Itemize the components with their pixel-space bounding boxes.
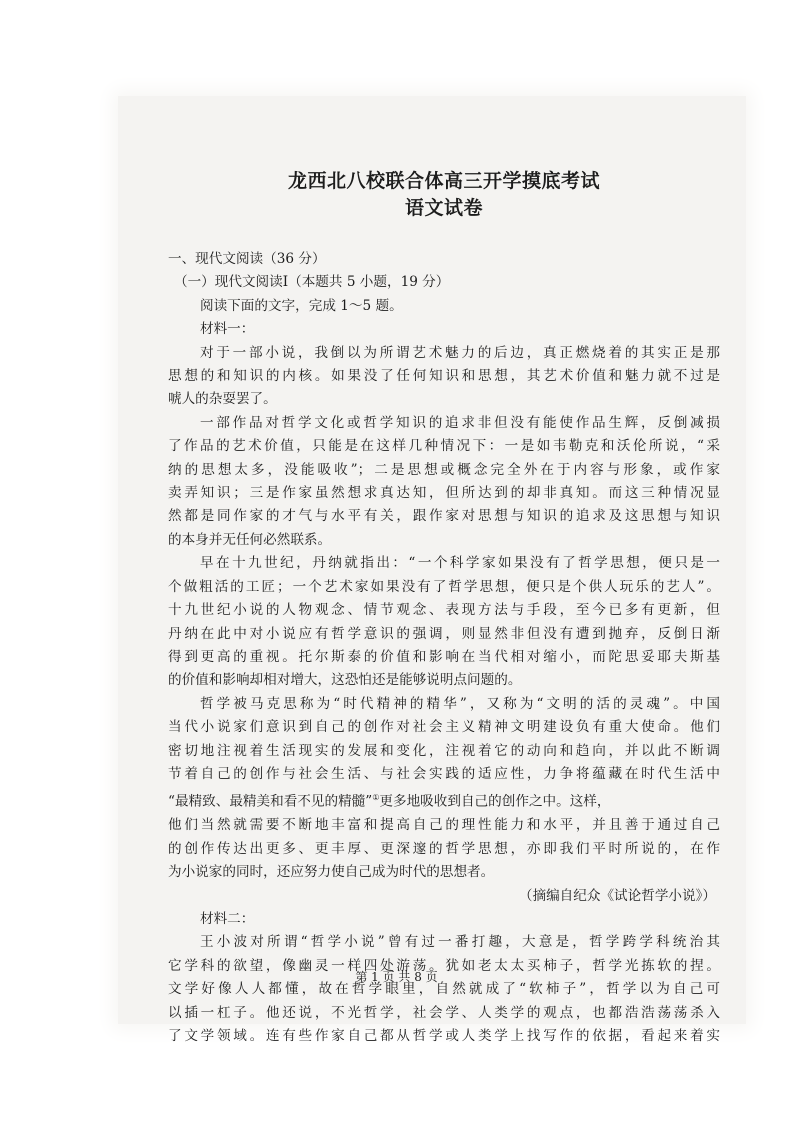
text-line-with-footnote	[168, 786, 720, 814]
quote-continuation: 更多地吸收到自己的创作之中。这样，	[379, 793, 611, 810]
text-line: 它学科的欲望，像幽灵一样四处游荡。犹如老太太买柿子，哲学光拣软的捏。	[168, 957, 720, 974]
text-line: 他们当然就需要不断地丰富和提高自己的理性能力和水平，并且善于通过自己	[168, 817, 720, 834]
exam-subtitle: 语文试卷	[404, 197, 483, 219]
text-line: 卖弄知识；三是作家虽然想求真达知，但所达到的却非真知。而这三种情况显	[168, 485, 720, 502]
text-line: 节着自己的创作与社会生活、与社会实践的适应性，力争将蕴藏在时代生活中	[168, 765, 720, 782]
exam-content	[168, 168, 720, 1048]
source-citation: （摘编自纪众《试论哲学小说》）	[518, 887, 716, 904]
text-line: 一部作品对哲学文化或哲学知识的追求非但没有能使作品生辉，反倒减损	[200, 414, 720, 431]
text-line: 王小波对所谓“哲学小说”曾有过一番打趣，大意是，哲学跨学科统治其	[200, 934, 720, 951]
text-line: 早在十九世纪，丹纳就指出：“一个科学家如果没有了哲学思想，便只是一	[200, 555, 720, 572]
text-line: 当代小说家们意识到自己的创作对社会主义精神文明建设负有重大使命。他们	[168, 719, 720, 736]
text-line: 了作品的艺术价值，只能是在这样几种情况下：一是如韦勒克和沃伦所说，“采	[168, 438, 720, 455]
footnote-mark: ①	[372, 793, 380, 803]
text-line: 十九世纪小说的人物观念、情节观念、表现方法与手段，至今已多有更新，但	[168, 602, 720, 619]
text-line: 唬人的杂耍罢了。	[168, 391, 277, 408]
text-line: 得到更高的重视。托尔斯泰的价值和影响在当代相对缩小，而陀思妥耶夫斯基	[168, 648, 720, 665]
text-line: 为小说家的同时，还应努力使自己成为时代的思想者。	[168, 864, 495, 881]
text-line: 个做粗活的工匠；一个艺术家如果没有了哲学思想，便只是个供人玩乐的艺人”。	[168, 578, 720, 595]
subsection-heading: （一）现代文阅读Ⅰ（本题共 5 小题，19 分）	[174, 274, 450, 291]
section-heading: 一、现代文阅读（36 分）	[168, 251, 326, 267]
material-two-label: 材料二：	[200, 910, 255, 927]
text-line: 纳的思想太多，没能吸收”；二是思想或概念完全外在于内容与形象，或作家	[168, 461, 720, 478]
text-line: 密切地注视着生活现实的发展和变化，注视着它的动向和趋向，并以此不断调	[168, 742, 720, 759]
quote-text: “最精致、最精美和看不见的精髓”	[168, 793, 373, 810]
text-line: 丹纳在此中对小说应有哲学意识的强调，则显然非但没有遭到抛弃，反倒日渐	[168, 625, 720, 642]
text-line: 了文学领域。连有些作家自己都从哲学或人类学上找写作的依据，看起来着实	[168, 1027, 720, 1044]
text-line: 文学好像人人都懂，故在哲学眼里，自然就成了“软柿子”，哲学以为自己可	[168, 981, 720, 998]
text-line: 哲学被马克思称为“时代精神的精华”，又称为“文明的活的灵魂”。中国	[200, 695, 720, 712]
exam-title: 龙西北八校联合体高三开学摸底考试	[287, 170, 600, 192]
text-line: 然都是同作家的才气与水平有关，跟作家对思想与知识的追求及这思想与知识	[168, 508, 720, 525]
text-line: 的创作传达出更多、更丰厚、更深邃的哲学思想，亦即我们平时所说的，在作	[168, 840, 720, 857]
text-line: 对于一部小说，我倒以为所谓艺术魅力的后边，真正燃烧着的其实正是那	[200, 344, 720, 361]
page-footer: 第 1 页 共 8 页	[355, 970, 438, 984]
reading-instruction: 阅读下面的文字，完成 1～5 题。	[200, 297, 403, 314]
text-line: 思想的和知识的内核。如果没了任何知识和思想，其艺术价值和魅力就不过是	[168, 368, 720, 385]
material-one-label: 材料一：	[200, 321, 255, 338]
text-line: 以插一杠子。他还说，不光哲学，社会学、人类学的观点，也都浩浩荡荡杀入	[168, 1004, 720, 1021]
text-line: 的本身并无任何必然联系。	[168, 531, 332, 548]
text-line: 的价值和影响却相对增大，这恐怕还是能够说明点问题的。	[168, 672, 522, 689]
